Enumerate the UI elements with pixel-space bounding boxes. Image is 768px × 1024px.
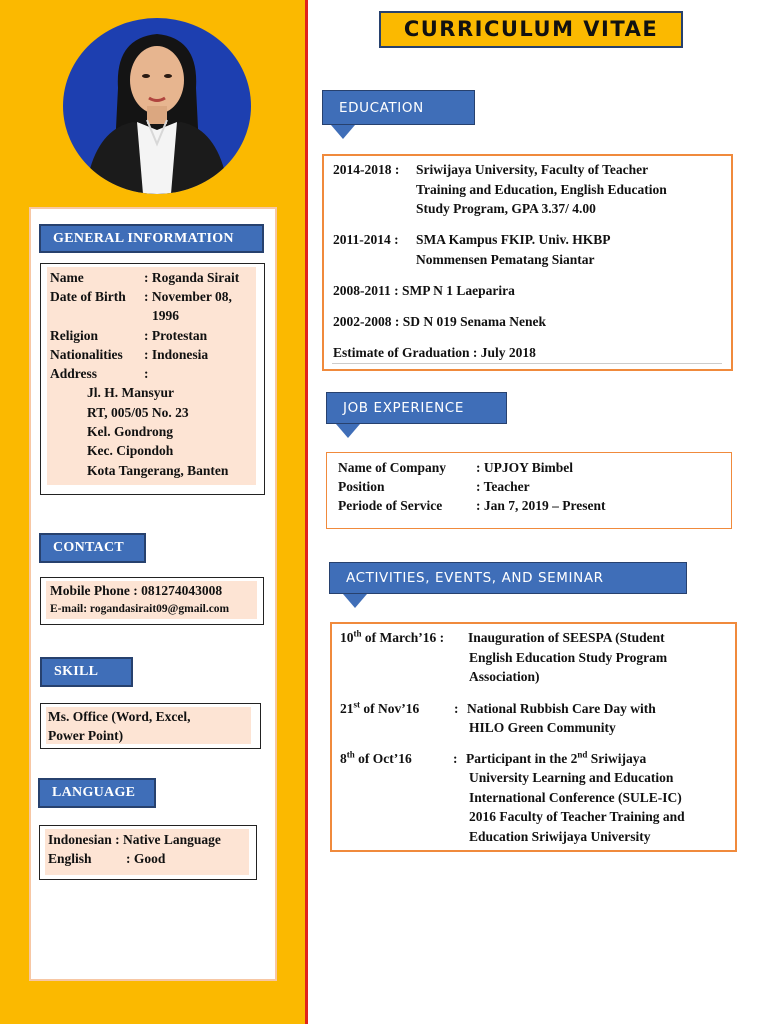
activity-1-line-2: English Education Study Program [469,650,668,665]
address-colon: : [144,366,149,381]
address-line-2: RT, 005/05 No. 23 [87,405,189,420]
language-line-1: Indonesian : Native Language [48,832,221,847]
language-heading-text: LANGUAGE [52,785,136,800]
address-line-5: Kota Tangerang, Banten [87,463,229,478]
edu-1-line-1: Sriwijaya University, Faculty of Teacher [416,162,649,177]
edu-2-line-1: SMA Kampus FKIP. Univ. HKBP [416,232,611,247]
activity-1-date-rest: of March’16 : [361,630,445,645]
activity-1-line-1: Inauguration of SEESPA (Student [468,630,665,645]
activity-3-colon: : [453,751,458,766]
period-value: : Jan 7, 2019 – Present [476,498,606,513]
activity-3-date [340,749,412,769]
mobile-phone: Mobile Phone : 081274043008 [50,583,223,598]
edu-1-line-3: Study Program, GPA 3.37/ 4.00 [416,201,596,216]
activity-2-colon: : [454,701,459,716]
job-heading-pointer [336,424,360,438]
edu-2-line-2: Nommensen Pematang Siantar [416,252,595,267]
education-heading [322,90,475,125]
edu-4: 2002-2008 : SD N 019 Senama Nenek [333,314,547,329]
activity-3-line-2: University Learning and Education [469,770,674,785]
address-line-1: Jl. H. Mansyur [87,385,175,400]
activity-3-line-5: Education Sriwijaya University [469,829,651,844]
company-label: Name of Company [338,460,446,475]
edu-1-line-2: Training and Education, English Education [416,182,667,197]
education-heading-text: EDUCATION [339,99,424,116]
edu-1-year: 2014-2018 : [333,162,400,177]
activity-2-day: 21 [340,701,354,716]
language-english-label: English [48,851,92,866]
language-english-value: : Good [126,851,166,866]
general-info-heading-text: GENERAL INFORMATION [53,230,234,246]
activity-3-line-1 [466,749,646,769]
activity-2-line-1: National Rubbish Care Day with [467,701,656,716]
email: E-mail: rogandasirait09@gmail.com [50,603,230,615]
name-label: Name [50,270,84,285]
activity-2-date [340,699,419,719]
address-label: Address [50,366,98,381]
activity-3-line-1-sup: nd [577,749,588,760]
activity-3-sup: th [346,749,355,760]
position-value: : Teacher [476,479,530,494]
activities-heading-text: ACTIVITIES, EVENTS, AND SEMINAR [346,570,604,586]
activity-3-line-3: International Conference (SULE-IC) [469,790,682,805]
profile-photo [63,18,251,194]
contact-heading [39,533,146,563]
edu-2-year: 2011-2014 : [333,232,399,247]
activity-3-line-4: 2016 Faculty of Teacher Training and [469,809,685,824]
dob-year: 1996 [152,308,179,323]
activity-1-date [340,628,444,648]
dob-value: : November 08, [144,289,232,304]
activity-3-line-1-pre: Participant in the 2 [466,751,578,766]
graduation-estimate: Estimate of Graduation : July 2018 [333,345,536,360]
skill-heading [40,657,133,687]
nationality-value: : Indonesia [144,347,209,362]
edu-3: 2008-2011 : SMP N 1 Laeparira [333,283,515,298]
address-line-3: Kel. Gondrong [87,424,174,439]
activity-2-date-rest: of Nov’16 [360,701,420,716]
activity-1-line-3: Association) [469,669,540,684]
activity-3-line-1-post: Sriwijaya [587,751,647,766]
language-heading [38,778,156,808]
activities-heading-pointer [343,594,367,608]
religion-label: Religion [50,328,99,343]
general-info-heading [39,224,264,253]
position-label: Position [338,479,385,494]
page-title: CURRICULUM VITAE [379,11,683,48]
activity-1-sup: th [353,628,362,639]
name-value: : Roganda Sirait [144,270,240,285]
activity-2-line-2: HILO Green Community [469,720,616,735]
period-label: Periode of Service [338,498,443,513]
job-heading-text: JOB EXPERIENCE [343,400,464,416]
activities-heading [329,562,687,594]
education-divider [332,363,722,364]
activity-3-day: 8 [340,751,347,766]
education-heading-pointer [331,125,355,139]
skill-line-2: Power Point) [48,728,124,743]
dob-label: Date of Birth [50,289,126,304]
job-heading [326,392,507,424]
nationality-label: Nationalities [50,347,123,362]
activity-3-date-rest: of Oct’16 [354,751,412,766]
activity-1-day: 10 [340,630,354,645]
skill-heading-text: SKILL [54,664,99,679]
contact-heading-text: CONTACT [53,540,125,555]
religion-value: : Protestan [144,328,208,343]
skill-line-1: Ms. Office (Word, Excel, [48,709,191,724]
address-line-4: Kec. Cipondoh [87,443,174,458]
address-fill-left [47,388,84,485]
activity-2-sup: st [353,699,360,710]
company-value: : UPJOY Bimbel [476,460,573,475]
